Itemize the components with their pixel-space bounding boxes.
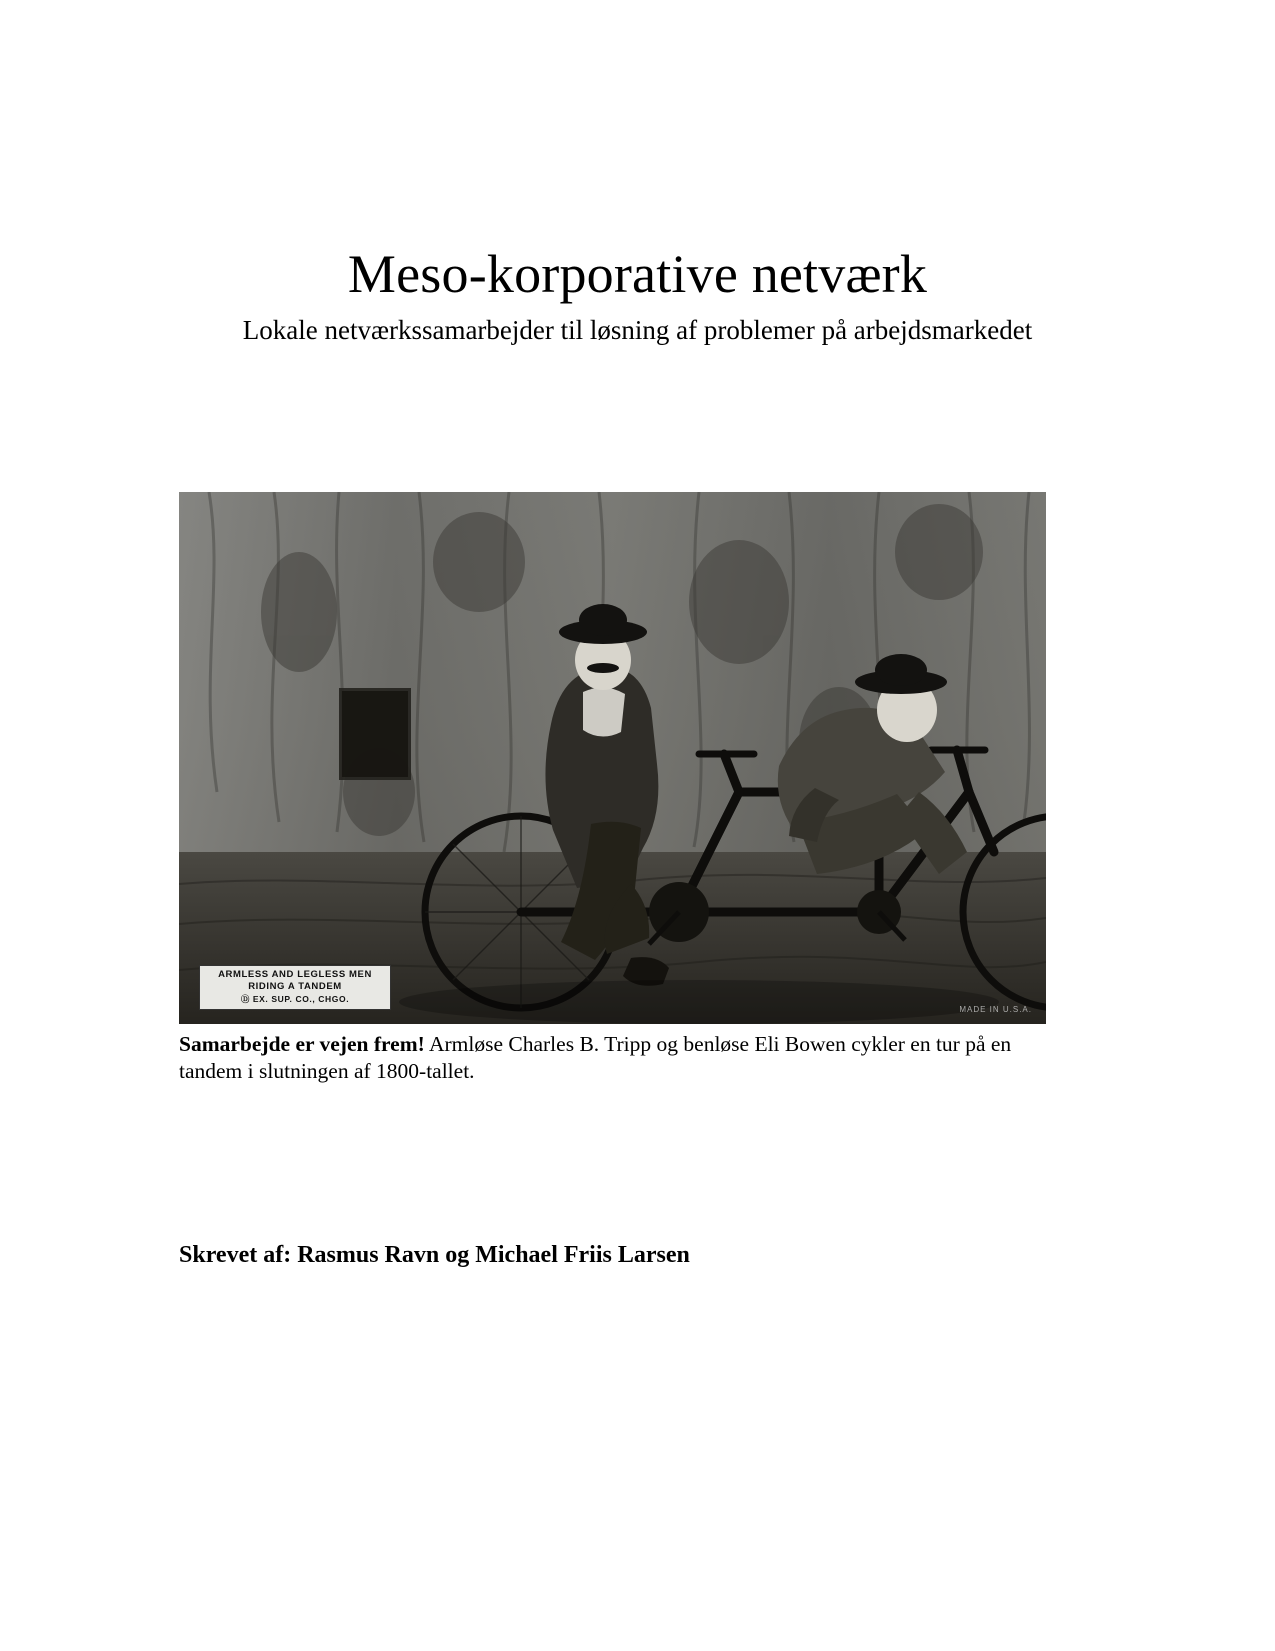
photo-illustration	[179, 492, 1046, 1024]
photo-label-line-1: ARMLESS AND LEGLESS MEN	[218, 969, 372, 980]
tandem-bicycle-photo	[179, 492, 1046, 1024]
figure-caption-lead: Samarbejde er vejen frem!	[179, 1032, 425, 1056]
figure-caption	[179, 1031, 1024, 1085]
photo-caption-label	[199, 965, 391, 1010]
figure-caption-rest: Armløse Charles B. Tripp og benløse Eli Bowen cykler en tur på en tandem i slutningen af 1800-tallet.	[179, 1032, 1012, 1083]
page-title: Meso-korporative netværk	[347, 244, 928, 304]
photo-corner-text: MADE IN U.S.A.	[959, 1005, 1032, 1014]
title-block	[0, 243, 1275, 347]
photo-label-line-2: RIDING A TANDEM	[248, 981, 342, 992]
photo-label-line-3: Ⓓ EX. SUP. CO., CHGO.	[240, 994, 350, 1004]
figure	[179, 492, 1046, 1085]
page-subtitle: Lokale netværkssamarbejder til løsning af problemer på arbejdsmarkedet	[242, 315, 1033, 345]
author-byline: Skrevet af: Rasmus Ravn og Michael Friis Larsen	[179, 1242, 690, 1268]
